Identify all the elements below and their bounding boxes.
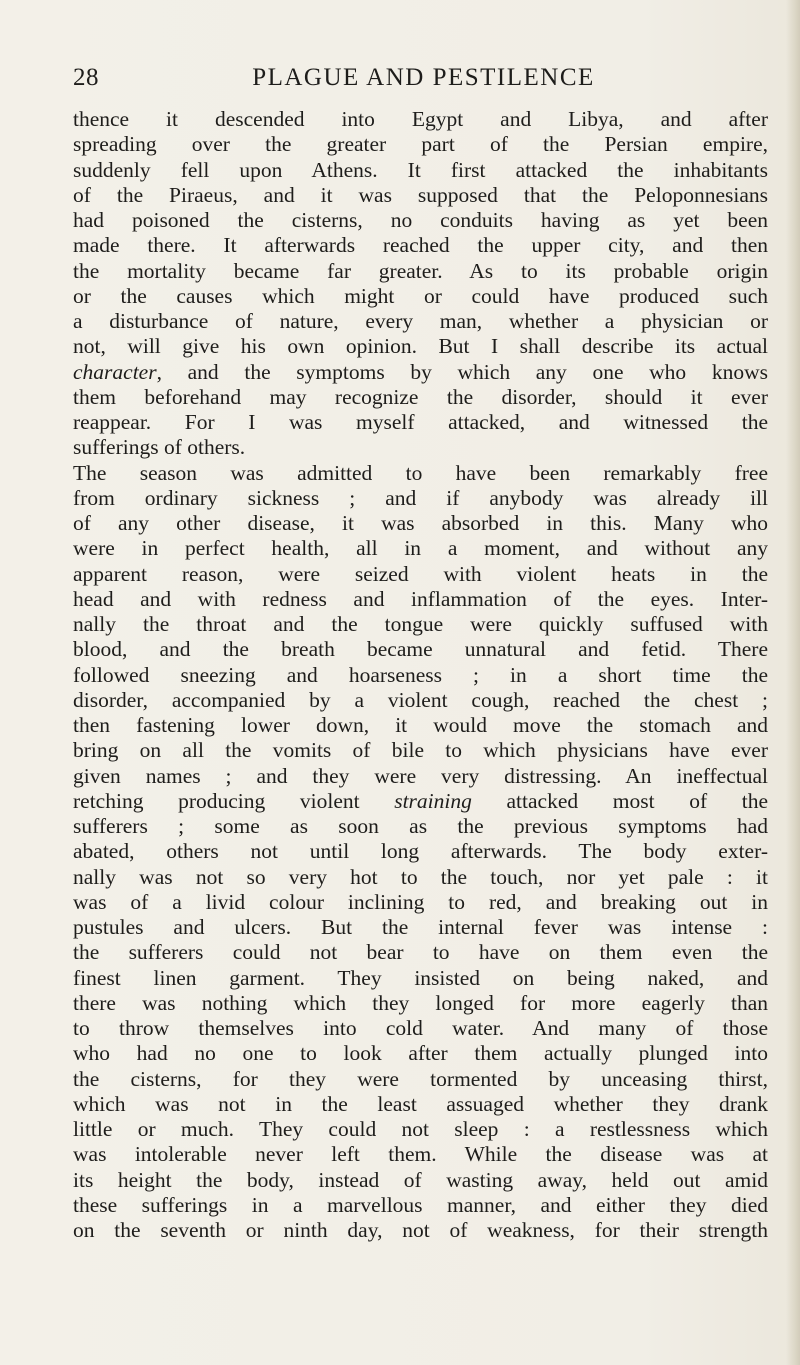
text-line: little or much. They could not sleep : a restlessness which <box>73 1117 768 1141</box>
text-line: abated, others not until long afterwards. The body exter- <box>73 839 768 864</box>
text-line: nally the throat and the tongue were quickly suffused with <box>73 612 768 636</box>
text-line <box>73 360 768 385</box>
text-line: sufferings of others. <box>73 435 246 460</box>
text-line: followed sneezing and hoarseness ; in a short time the <box>73 662 768 687</box>
text-line: or the causes which might or could have produced such <box>73 283 768 308</box>
text-line: The season was admitted to have been remarkably free <box>73 460 768 485</box>
text-segment: , and the symptoms by which any one who knows <box>156 359 768 384</box>
text-line: apparent reason, were seized with violent heats in the <box>73 561 768 586</box>
page-header <box>73 58 768 98</box>
text-segment: retching producing violent <box>73 788 395 813</box>
text-line: a disturbance of nature, every man, whether a physician or <box>73 309 768 333</box>
text-line: thence it descended into Egypt and Libya, and after <box>73 107 768 131</box>
text-line: made there. It afterwards reached the upper city, and then <box>73 233 768 258</box>
text-line: was intolerable never left them. While the disease was at <box>73 1142 768 1167</box>
text-line: blood, and the breath became unnatural and fetid. There <box>73 637 768 662</box>
text-line: were in perfect health, all in a moment, and without any <box>73 536 768 561</box>
text-line: the cisterns, for they were tormented by unceasing thirst, <box>73 1066 768 1091</box>
text-line: which was not in the least assuaged whether they drank <box>73 1091 768 1116</box>
text-line: to throw themselves into cold water. And many of those <box>73 1016 768 1040</box>
text-line: nally was not so very hot to the touch, nor yet pale : it <box>73 864 768 889</box>
text-line: suddenly fell upon Athens. It first attacked the inhabitants <box>73 157 768 182</box>
text-line: head and with redness and inflammation of the eyes. Inter- <box>73 586 768 611</box>
text-line: these sufferings in a marvellous manner, and either they died <box>73 1192 768 1217</box>
text-line: then fastening lower down, it would move the stomach and <box>73 713 768 737</box>
page-edge-shadow <box>786 0 800 1365</box>
text-line: sufferers ; some as soon as the previous symptoms had <box>73 814 768 838</box>
running-head: PLAGUE AND PESTILENCE <box>252 64 595 91</box>
text-line: on the seventh or ninth day, not of weakness, for their strength <box>73 1218 768 1242</box>
text-line: from ordinary sickness ; and if anybody was already ill <box>73 485 768 510</box>
text-line: bring on all the vomits of bile to which physicians have ever <box>73 738 768 763</box>
italic-word: straining <box>394 788 472 813</box>
text-line: not, will give his own opinion. But I shall describe its actual <box>73 334 768 359</box>
text-line: was of a livid colour inclining to red, and breaking out in <box>73 889 768 914</box>
text-line: the mortality became far greater. As to its probable origin <box>73 258 768 283</box>
text-line: them beforehand may recognize the disorder, should it ever <box>73 384 768 409</box>
text-line: reappear. For I was myself attacked, and witnessed the <box>73 410 768 434</box>
text-line: pustules and ulcers. But the internal fever was intense : <box>73 915 768 939</box>
text-line: of the Piraeus, and it was supposed that the Peloponnesians <box>73 182 768 207</box>
text-line: disorder, accompanied by a violent cough, reached the chest ; <box>73 687 768 712</box>
text-line: finest linen garment. They insisted on being naked, and <box>73 965 768 990</box>
text-line: given names ; and they were very distressing. An ineffectual <box>73 763 768 788</box>
text-line: there was nothing which they longed for more eagerly than <box>73 990 768 1015</box>
text-segment: attacked most of the <box>471 788 768 813</box>
body-text <box>73 107 768 1243</box>
text-line: spreading over the greater part of the Persian empire, <box>73 132 768 157</box>
text-line: who had no one to look after them actually plunged into <box>73 1041 768 1066</box>
text-line: the sufferers could not bear to have on them even the <box>73 940 768 965</box>
text-line <box>73 789 768 814</box>
text-line: its height the body, instead of wasting away, held out amid <box>73 1167 768 1192</box>
text-line: had poisoned the cisterns, no conduits having as yet been <box>73 208 768 232</box>
italic-word: character <box>73 359 157 384</box>
text-line: of any other disease, it was absorbed in this. Many who <box>73 511 768 535</box>
page-number: 28 <box>73 64 99 91</box>
